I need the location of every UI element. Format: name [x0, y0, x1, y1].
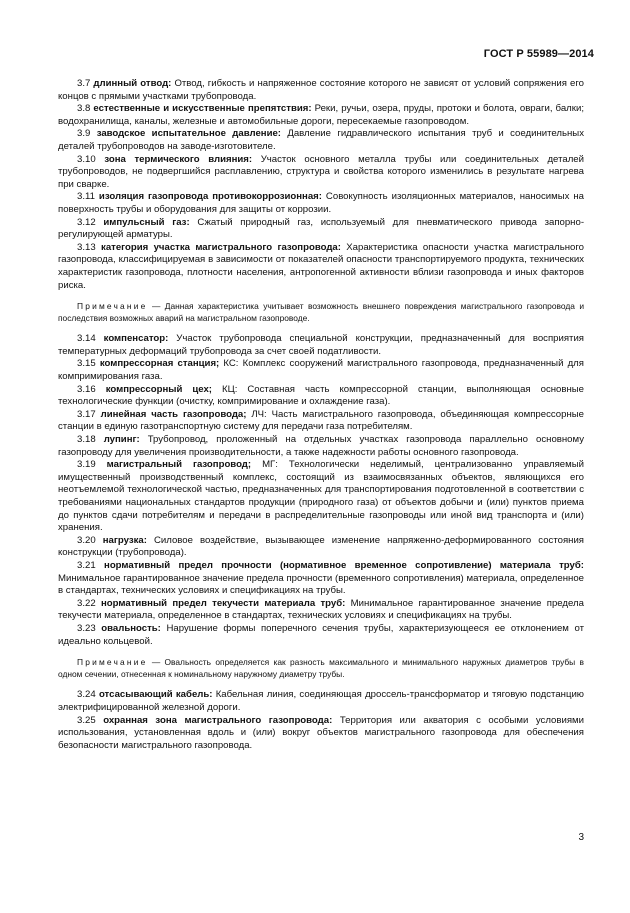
definition-entry [58, 384, 584, 409]
definition-term: охранная зона магистрального газопровода: [103, 714, 333, 726]
note-text: — Овальность определяется как разность максимального и минимального наружных диаметров трубы в одном сечении, отнесенная к номинальному наружному диаметру трубы. [58, 657, 584, 679]
definition-text: ЛЧ: Часть магистрального газопровода, объединяющая компрессорные станции в единую газотранспортную систему для передачи газа потребителям. [58, 408, 585, 433]
definition-number: 3.9 [77, 128, 91, 140]
definition-entry [58, 434, 584, 459]
definition-text: Территория или акватория с особыми условиями использования, установленная вдоль и (или) вокруг объектов магистрального газопровода для обеспечения безопасности магистрального газопровода. [58, 714, 584, 751]
definition-number: 3.18 [77, 434, 96, 446]
note-label: Примечание [77, 301, 148, 312]
definition-number: 3.17 [77, 408, 96, 420]
definition-number: 3.14 [77, 333, 96, 345]
page-number: 3 [578, 832, 584, 843]
definition-number: 3.23 [77, 622, 96, 634]
definition-term: нагрузка: [102, 534, 147, 546]
definitions-group-3 [58, 689, 584, 752]
definition-number: 3.19 [77, 459, 96, 471]
definition-term: линейная часть газопровода; [100, 408, 247, 420]
definition-entry [58, 623, 584, 648]
definition-entry [58, 459, 584, 535]
definition-text: КЦ: Составная часть компрессорной станции, выполняющая основные технологические функции (очистку, компримирование и охлаждение газа). [58, 383, 584, 408]
definition-entry [58, 128, 584, 153]
definition-term: отсасывающий кабель: [98, 689, 213, 701]
definition-number: 3.13 [77, 241, 96, 253]
definition-entry [58, 333, 584, 358]
definition-term: овальность: [101, 622, 161, 634]
definition-term: нормативный предел прочности (нормативное временное сопротивление) материала труб: [104, 559, 584, 571]
definition-term: зона термического влияния: [104, 153, 253, 165]
definition-entry [58, 358, 584, 383]
definition-text: Участок основного металла трубы или соединительных деталей трубопроводов, не подвергшийся расплавлению, структура и свойства которого изменились в результате нагрева при сварке. [58, 153, 584, 190]
definition-term: компенсатор: [103, 333, 169, 345]
definition-entry [58, 154, 584, 192]
definition-term: категория участка магистрального газопровода: [101, 241, 341, 253]
definition-text: Участок трубопровода специальной конструкции, предназначенный для восприятия температурных деформаций трубопровода за счет своей податливости. [58, 333, 584, 357]
definition-number: 3.7 [77, 78, 91, 89]
definition-term: длинный отвод: [93, 78, 172, 89]
definition-number: 3.24 [77, 689, 96, 701]
definition-text: Совокупность изоляционных материалов, наносимых на поверхность трубы и оборудования для защиты от коррозии. [58, 191, 584, 215]
document-body [58, 78, 584, 752]
definition-text: Нарушение формы поперечного сечения трубы, характеризующееся ее отклонением от идеально кольцевой. [58, 622, 584, 647]
definition-text: Силовое воздействие, вызывающее изменение напряженно-деформированного состояния конструкции (трубопровода). [58, 534, 584, 559]
definition-term: магистральный газопровод; [106, 459, 252, 471]
definition-text: Реки, ручьи, озера, пруды, протоки и болота, овраги, балки; водохранилища, каналы, железные и автомобильные дороги, пересекаемые газопроводом. [58, 103, 584, 127]
definition-number: 3.20 [77, 534, 96, 546]
definition-number: 3.12 [77, 216, 96, 228]
definition-entry [58, 103, 584, 128]
definition-term: естественные и искусственные препятствия: [93, 103, 312, 115]
definition-number: 3.8 [77, 103, 91, 115]
definition-entry [58, 715, 584, 753]
definition-entry [58, 560, 584, 598]
definition-entry [58, 535, 584, 560]
definition-term: компрессорный цех; [105, 383, 212, 395]
definition-term: импульсный газ: [103, 216, 190, 228]
definition-number: 3.15 [77, 358, 96, 370]
definition-entry [58, 689, 584, 714]
definition-number: 3.25 [77, 714, 96, 726]
definition-text: Отвод, гибкость и напряженное состояние которого не зависят от условий сопряжения его концов с прямыми участками трубопровода. [58, 78, 584, 102]
definition-term: изоляция газопровода противокоррозионная: [98, 191, 322, 203]
definition-number: 3.21 [77, 559, 96, 571]
definition-entry [58, 191, 584, 216]
definition-number: 3.11 [77, 191, 95, 203]
definition-number: 3.16 [77, 383, 96, 395]
definition-entry [58, 217, 584, 242]
definition-term: компрессорная станция; [99, 358, 220, 370]
definition-text: Кабельная линия, соединяющая дроссель-трансформатор и тяговую подстанцию электрифицированной железной дороги. [58, 689, 585, 713]
definition-term: нормативный предел текучести материала труб: [100, 597, 346, 609]
note-1 [58, 301, 584, 324]
definition-term: лупинг: [103, 434, 140, 446]
definition-term: заводское испытательное давление: [96, 128, 282, 140]
note-label: Примечание [77, 657, 148, 668]
definitions-group-1 [58, 78, 584, 292]
definition-text: Трубопровод, проложенный на отдельных участках газопровода параллельно основному газопроводу для увеличения производительности, а также надежности работы основного газопровода. [58, 434, 585, 458]
note-text: — Данная характеристика учитывает возможность внешнего повреждения магистрального газопровода и последствия возможных аварий на магистральном газопроводе. [58, 301, 584, 323]
definition-text: Характеристика опасности участка магистрального газопровода, классифицируемая в зависимости от показателей опасности транспортируемого продукта, технических характеристик газопровода, плотности населения, антропогенной активности вблизи газопровода и иных факторов риска. [58, 241, 584, 291]
definition-text: Давление гидравлического испытания труб и соединительных деталей трубопроводов на заводе-изготовителе. [58, 128, 584, 152]
definition-text: Минимальное гарантированное значение предела прочности (временного сопротивления) материала, определенное в стандартах, технических условиях и спецификациях на трубы. [58, 572, 584, 597]
definition-entry [58, 598, 584, 623]
definition-number: 3.10 [77, 153, 96, 165]
definition-entry [58, 242, 584, 292]
definition-entry [58, 78, 584, 103]
definition-text: Сжатый природный газ, используемый для пневматического привода запорно-регулирующей арматуры. [58, 216, 585, 241]
definition-text: МГ: Технологически неделимый, централизованно управляемый имущественный производственный комплекс, состоящий из взаимосвязанных объектов, являющихся его неотъемлемой технологической частью, предназначенных для транспортирования подготовленной в соответствии с требованиями национальных стандартов продукции (природного газа) от объектов добычи и (или) пунктов приема до пунктов сдачи потребителям и передачи в распределительные газопроводы или иной вид транспорта и (или) хранения. [58, 459, 584, 534]
definition-number: 3.22 [77, 597, 96, 609]
definition-text: Минимальное гарантированное значение предела текучести материала, определенное в стандартах, технических условиях и спецификациях на трубы. [58, 597, 584, 622]
definition-entry [58, 409, 584, 434]
definitions-group-2 [58, 333, 584, 648]
note-2 [58, 657, 584, 680]
definition-text: КС: Комплекс сооружений магистрального газопровода, предназначенный для компримирования газа. [58, 358, 584, 383]
document-code: ГОСТ Р 55989—2014 [483, 48, 594, 60]
